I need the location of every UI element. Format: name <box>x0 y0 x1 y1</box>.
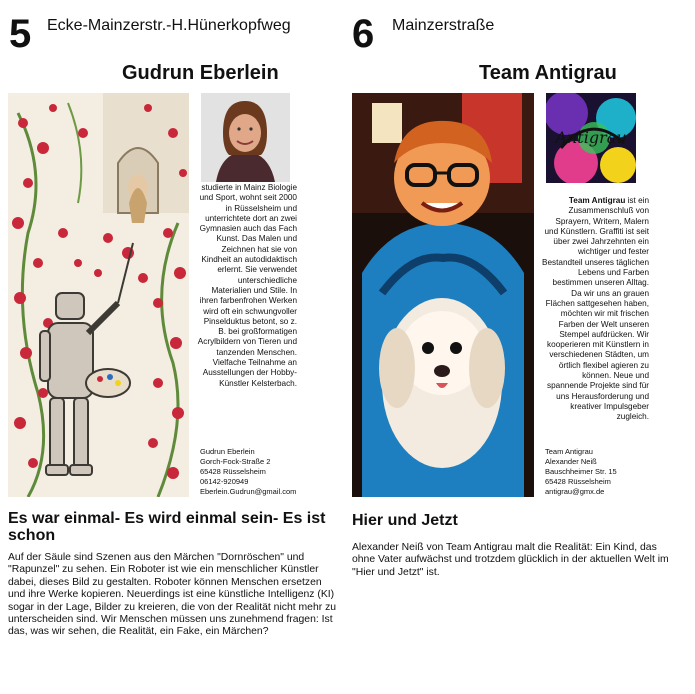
artist-name-left: Gudrun Eberlein <box>122 62 279 84</box>
contact-phone: 06142-920949 <box>200 477 249 486</box>
bio-text: ist ein Zusammenschluß von Sprayern, Writern, Malern und Künstlern. Graffiti ist seit über zwei Jahrzehnten ein wichtiger und fester Bestandteil unseres täglichen Lebens und Farben bestimmen unseren Alltag. Da wir uns an grauen Flächen sattgesehen haben, möchten wir mit frischen Farben der Welt unseren Stempel aufdrücken. Wir kooperieren mit Künstlern in verschiedenen Städten, um örtlich flexibel agieren zu können. Neue und spannende Projekte sind für uns Herausforderung und kreativer Impulsgeber zugleich. <box>542 196 649 422</box>
location-right: Mainzerstraße <box>392 17 495 34</box>
contact-person: Alexander Neiß <box>545 457 597 466</box>
location-left: Ecke-Mainzerstr.-H.Hünerkopfweg <box>47 17 291 34</box>
contact-street: Gorch-Fock-Straße 2 <box>200 457 271 466</box>
contact-block-right <box>545 447 617 497</box>
svg-text:Antigrau: Antigrau <box>555 128 627 147</box>
contact-name: Team Antigrau <box>545 447 593 456</box>
contact-email: Eberlein.Gudrun@gmail.com <box>200 487 297 496</box>
contact-street: Bauschheimer Str. 15 <box>545 467 617 476</box>
artist-name-right: Team Antigrau <box>479 62 617 84</box>
headline-right: Hier und Jetzt <box>352 512 458 529</box>
team-antigrau-logo <box>546 93 636 183</box>
section-number-5: 5 <box>9 12 32 56</box>
contact-block-left <box>200 447 296 497</box>
artwork-robot-roses-image <box>8 93 189 497</box>
headline-left: Es war einmal- Es wird einmal sein- Es ist schon <box>8 510 326 544</box>
description-left: Auf der Säule sind Szenen aus den Märchen "Dornröschen" und "Rapunzel" zu sehen. Ein Roboter ist wie ein menschlicher Künstler dabei, dieses Bild zu gestalten. Roboter können Menschen ersetzen und ihre Werke kopieren. Neuerdings ist eine künstliche Intelligenz (KI) sogar in der Lage, Bilder zu kreieren, die von der Realität nicht mehr zu unterscheiden sind. Wir Menschen müssen uns zunehmend fragen: Ist das, was wir sehen, die Realität, ein Fake, ein Märchen? <box>8 552 337 638</box>
contact-email: antigrau@gmx.de <box>545 487 605 496</box>
artist-bio-right <box>541 196 649 423</box>
section-number-6: 6 <box>352 12 375 56</box>
contact-city: 65428 Rüsselsheim <box>545 477 611 486</box>
artist-bio-left: studierte in Mainz Biologie und Sport, wohnt seit 2000 in Rüsselsheim und unterrichtete dort an zwei Gymnasien auch das Fach Kunst. Das Malen und Zeichnen hat sie von Kindheit an autodidaktisch erlernt. Sie verwendet unterschiedliche Materialien und Stile. In ihren farbenfrohen Werken wird oft ein schwungvoller Pinselduktus betont, so z. B. bei großformatigen Acrylbildern von Tieren und tanzenden Menschen. Vielfache Teilnahme an Ausstellungen der Hobby-Künstler Kelsterbach. <box>197 183 297 388</box>
contact-name: Gudrun Eberlein <box>200 447 255 456</box>
artist-portrait-photo <box>201 93 290 182</box>
artwork-boy-with-dog-image <box>352 93 534 497</box>
bio-lead: Team Antigrau <box>568 196 626 205</box>
contact-city: 65428 Rüsselsheim <box>200 467 266 476</box>
description-right: Alexander Neiß von Team Antigrau malt die Realität: Ein Kind, das ohne Vater aufwächst und trotzdem glücklich in der aktuellen Welt im "Hier und Jetzt" ist. <box>352 542 669 578</box>
